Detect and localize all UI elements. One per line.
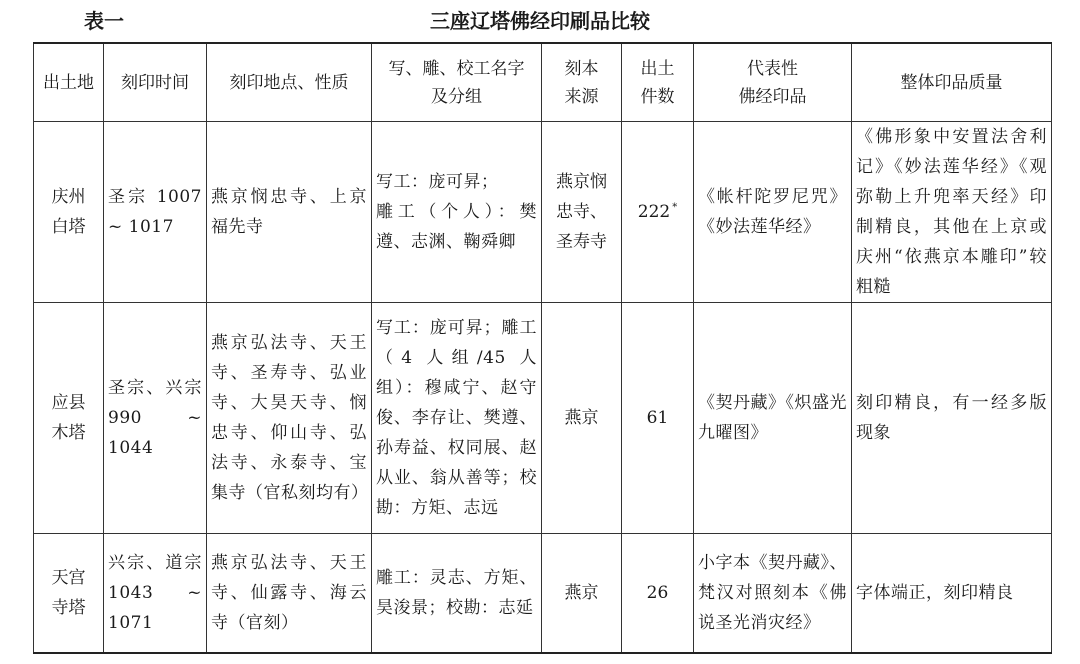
table-header-row — [34, 43, 1052, 122]
cell-sutras: 小字本《契丹藏》、梵汉对照刻本《佛说圣光消灾经》 — [694, 534, 852, 654]
cell-quality: 字体端正，刻印精良 — [852, 534, 1052, 654]
workers-text: 写工：庞可昇； 雕工（个人）：樊遵、志渊、鞠舜卿 — [376, 172, 537, 252]
header-source — [542, 43, 622, 122]
cell-site — [34, 303, 104, 534]
cell-site — [34, 534, 104, 654]
cell-workers: 雕工：灵志、方矩、昊浚景；校勘：志延 — [372, 534, 542, 654]
cell-place: 燕京弘法寺、天王寺、仙露寺、海云寺（官刻） — [207, 534, 372, 654]
comparison-table — [33, 42, 1052, 654]
site-text: 庆州 白塔 — [51, 187, 86, 237]
header-quality — [852, 43, 1052, 122]
header-sutras — [694, 43, 852, 122]
cell-workers: 写工：庞可昇；雕工（4 人组/45 人组）：穆咸宁、赵守俊、李存让、樊遵、孙寿益、权同展、赵从业、翁从善等；校勘：方矩、志远 — [372, 303, 542, 534]
cell-place: 燕京悯忠寺、上京福先寺 — [207, 122, 372, 303]
header-workers-label: 写、雕、校工名字 及分组 — [388, 58, 525, 107]
table-row — [34, 122, 1052, 303]
cell-quality: 刻印精良，有一经多版现象 — [852, 303, 1052, 534]
cell-workers — [372, 122, 542, 303]
header-site-label: 出土地 — [43, 72, 94, 93]
cell-count: 61 — [622, 303, 694, 534]
cell-site — [34, 122, 104, 303]
header-place — [207, 43, 372, 122]
header-place-label: 刻印地点、性质 — [229, 72, 349, 93]
site-text: 应县 木塔 — [51, 393, 86, 443]
count-footnote-mark: * — [672, 202, 678, 213]
table-number-label: 表一 — [84, 9, 124, 33]
cell-count — [622, 122, 694, 303]
cell-quality: 《佛形象中安置法舍利记》《妙法莲华经》《观弥勒上升兜率天经》印制精良，其他在上京或庆州“依燕京本雕印”较粗糙 — [852, 122, 1052, 303]
header-count — [622, 43, 694, 122]
cell-time: 兴宗、道宗 1043 ~ 1071 — [104, 534, 207, 654]
cell-count: 26 — [622, 534, 694, 654]
header-count-label: 出土 件数 — [640, 58, 675, 107]
cell-place: 燕京弘法寺、天王寺、圣寿寺、弘业寺、大昊天寺、悯忠寺、仰山寺、弘法寺、永泰寺、宝集寺（官私刻均有） — [207, 303, 372, 534]
cell-sutras: 《契丹藏》《炽盛光九曜图》 — [694, 303, 852, 534]
count-text: 222 — [637, 202, 671, 222]
cell-source: 燕京 — [542, 303, 622, 534]
cell-time: 圣宗、兴宗 990 ~ 1044 — [104, 303, 207, 534]
header-time — [104, 43, 207, 122]
table-title: 三座辽塔佛经印刷品比较 — [430, 9, 650, 33]
cell-time: 圣宗 1007 ~ 1017 — [104, 122, 207, 303]
cell-source — [542, 122, 622, 303]
cell-source: 燕京 — [542, 534, 622, 654]
cell-sutras: 《帐杆陀罗尼咒》《妙法莲华经》 — [694, 122, 852, 303]
header-quality-label: 整体印品质量 — [900, 72, 1003, 93]
site-text: 天宫 寺塔 — [51, 568, 86, 618]
table-row — [34, 303, 1052, 534]
header-time-label: 刻印时间 — [121, 72, 189, 93]
table-row — [34, 534, 1052, 654]
header-source-label: 刻本 来源 — [564, 58, 599, 107]
header-sutras-label: 代表性 佛经印品 — [738, 58, 807, 107]
header-workers — [372, 43, 542, 122]
header-site — [34, 43, 104, 122]
source-text: 燕京悯 忠寺、 圣寿寺 — [556, 172, 607, 252]
